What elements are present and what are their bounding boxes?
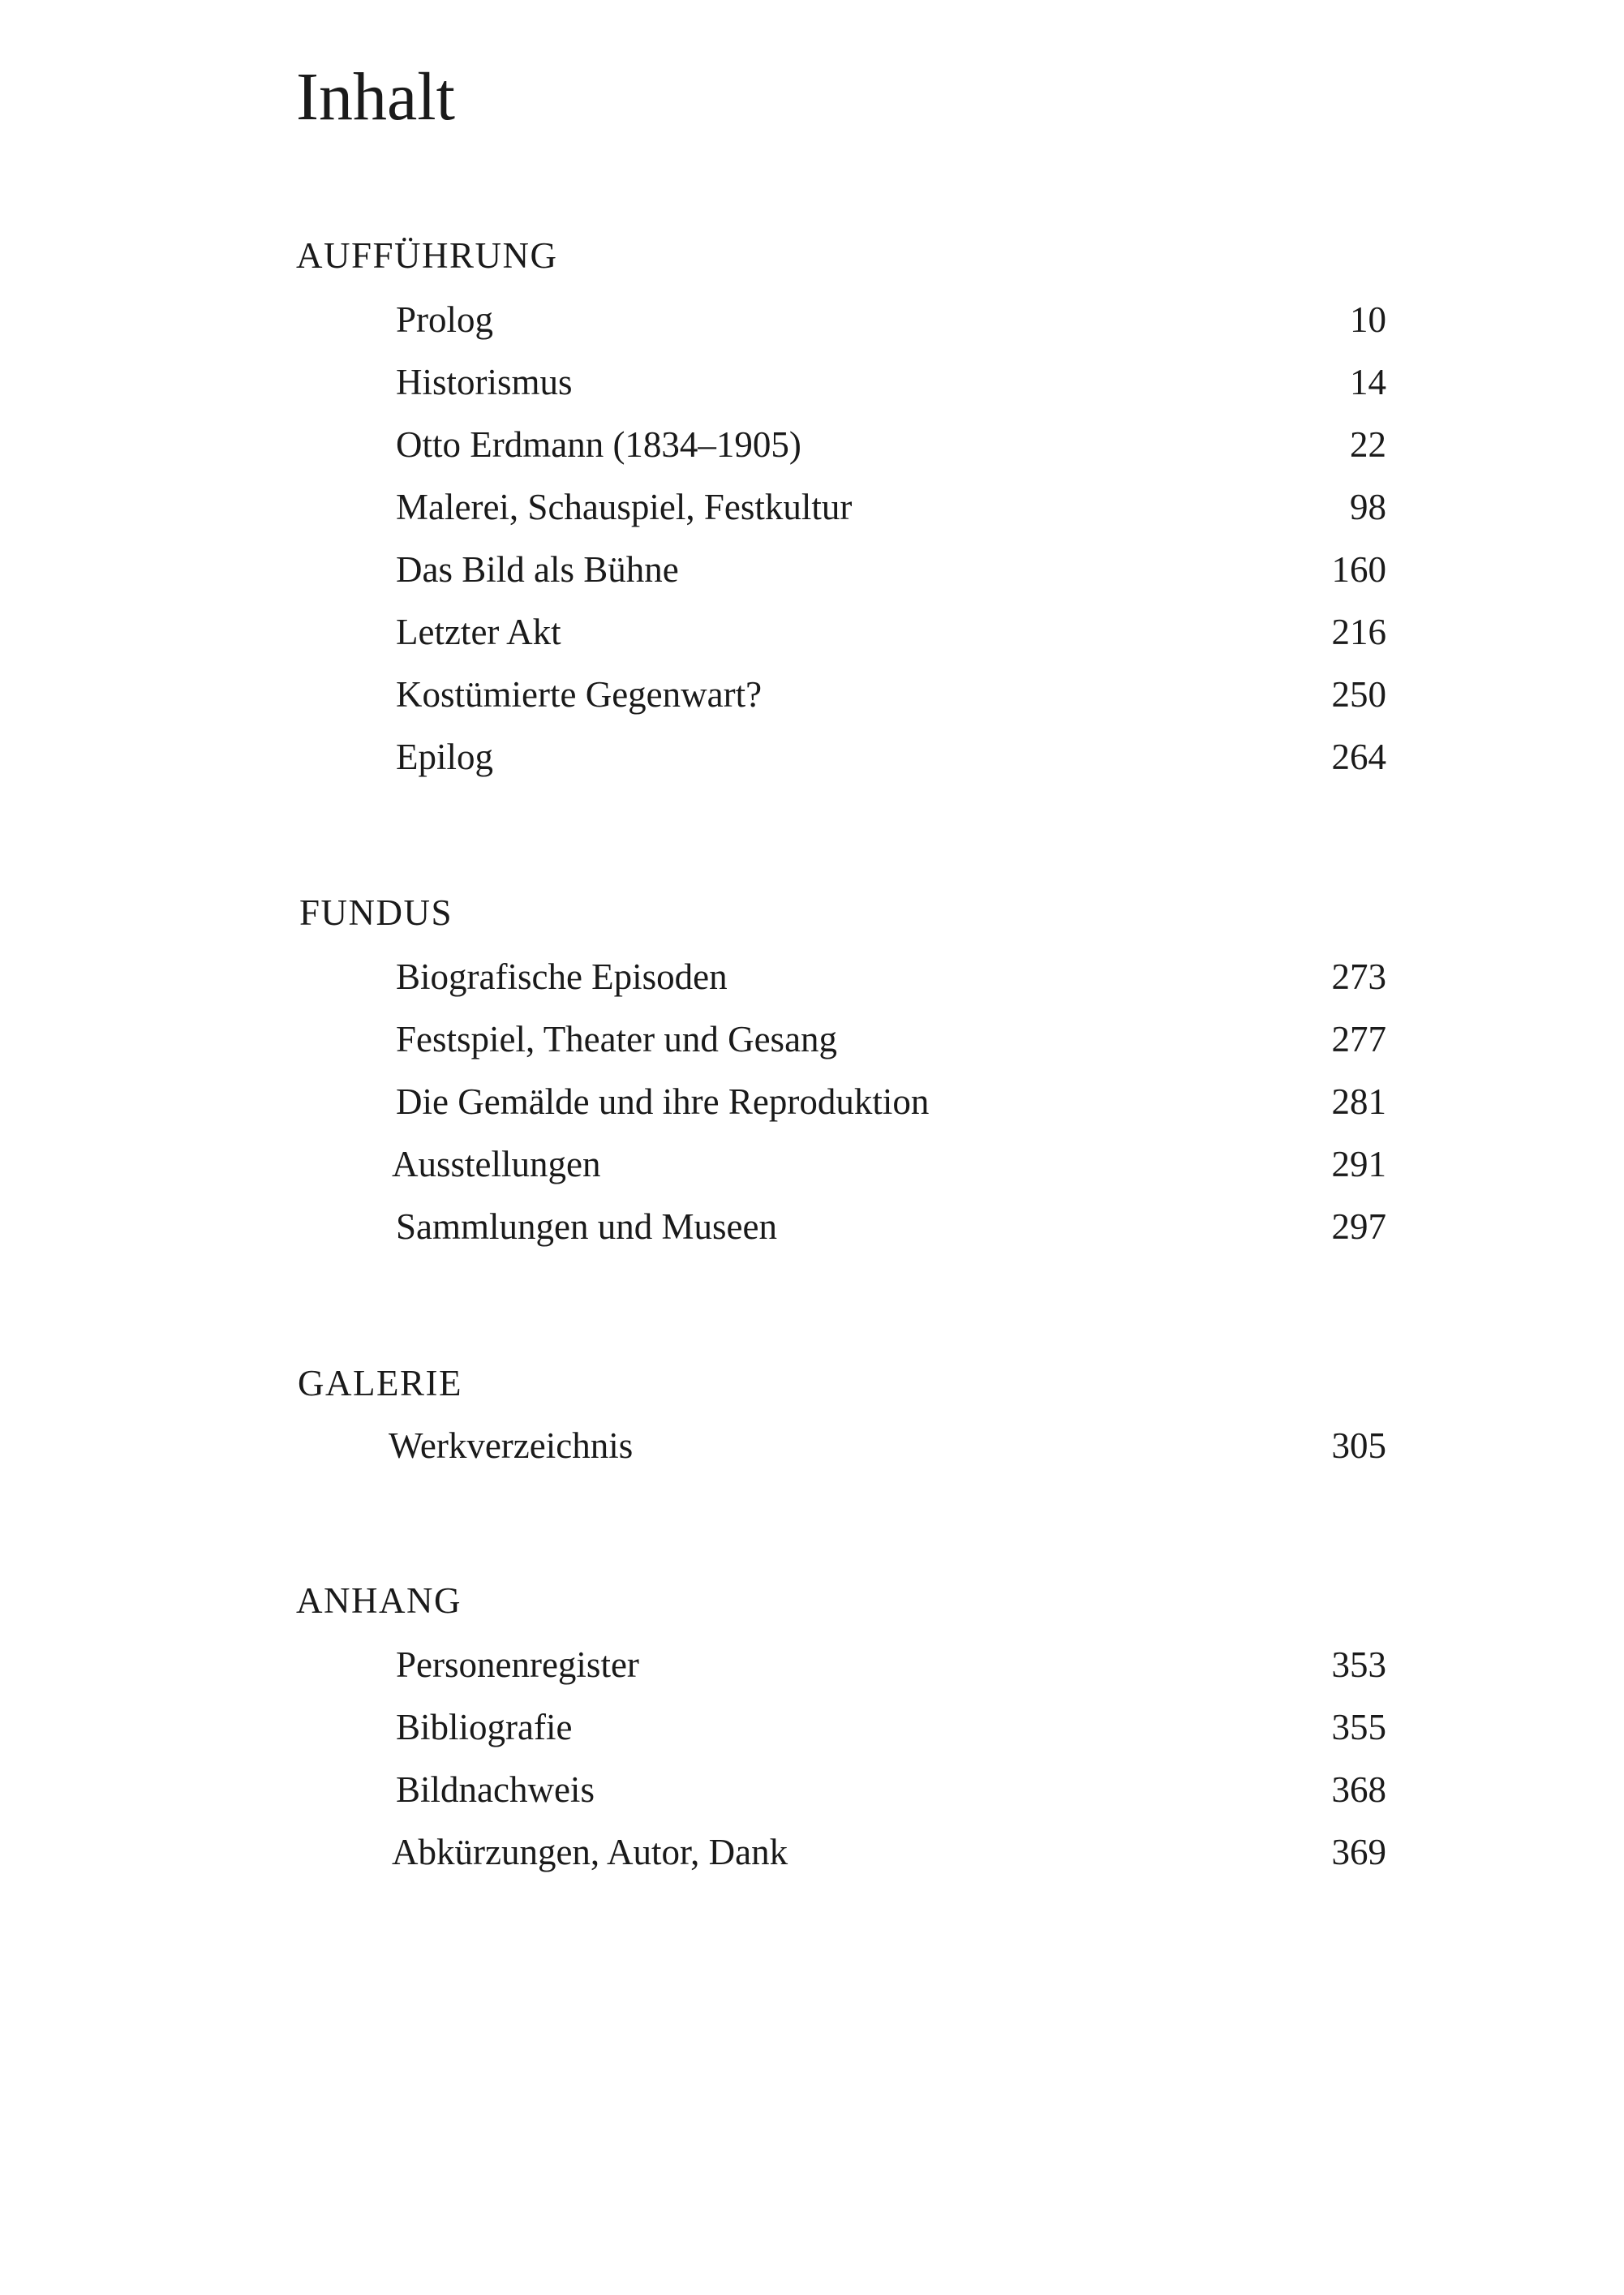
entry-title: Die Gemälde und ihre Reproduktion (396, 1081, 930, 1122)
toc-entry-biografische-episoden[interactable] (0, 956, 1624, 1008)
page-title: Inhalt (296, 59, 455, 135)
entry-page-number: 14 (1350, 362, 1386, 402)
entry-page-number: 368 (1331, 1769, 1386, 1810)
entry-page-number: 250 (1331, 674, 1386, 715)
entry-page-number: 10 (1350, 299, 1386, 340)
entry-title: Ausstellungen (392, 1144, 601, 1184)
entry-title: Otto Erdmann (1834–1905) (396, 424, 801, 465)
entry-page-number: 98 (1350, 487, 1386, 527)
toc-entry-historismus[interactable] (0, 364, 1624, 413)
entry-title: Abkürzungen, Autor, Dank (392, 1832, 788, 1872)
toc-entry-das-bild-als-buehne[interactable] (0, 549, 1624, 600)
toc-entry-bibliografie[interactable] (0, 1709, 1624, 1758)
entry-title: Das Bild als Bühne (396, 549, 679, 590)
entry-title: Historismus (396, 362, 573, 402)
entry-page-number: 291 (1331, 1144, 1386, 1184)
entry-page-number: 355 (1331, 1707, 1386, 1747)
entry-title: Personenregister (396, 1644, 639, 1685)
toc-entry-kostuemierte-gegenwart[interactable] (0, 674, 1624, 725)
entry-page-number: 277 (1331, 1019, 1386, 1059)
entry-title: Sammlungen und Museen (396, 1206, 777, 1247)
entry-page-number: 264 (1331, 737, 1386, 777)
entry-page-number: 22 (1350, 424, 1386, 465)
toc-entry-personenregister[interactable] (0, 1644, 1624, 1695)
entry-title: Prolog (396, 299, 494, 340)
toc-entry-letzter-akt[interactable] (0, 614, 1624, 663)
section-heading-fundus: FUNDUS (299, 892, 453, 933)
toc-entry-ausstellungen[interactable] (0, 1146, 1624, 1195)
entry-page-number: 305 (1331, 1425, 1386, 1466)
toc-entry-bildnachweis[interactable] (0, 1769, 1624, 1820)
entry-title: Epilog (396, 737, 493, 777)
toc-entry-abkuerzungen[interactable] (0, 1834, 1624, 1883)
entry-title: Festspiel, Theater und Gesang (396, 1019, 838, 1059)
toc-entry-festspiel[interactable] (0, 1021, 1624, 1070)
entry-title: Kostümierte Gegenwart? (396, 674, 763, 715)
section-heading-auffuehrung: AUFFÜHRUNG (296, 235, 558, 276)
toc-entry-otto-erdmann[interactable] (0, 424, 1624, 475)
toc-entry-gemaelde-reproduktion[interactable] (0, 1081, 1624, 1132)
entry-title: Malerei, Schauspiel, Festkultur (396, 487, 853, 527)
entry-page-number: 216 (1331, 612, 1386, 652)
entry-title: Werkverzeichnis (389, 1425, 634, 1466)
entry-page-number: 353 (1331, 1644, 1386, 1685)
entry-title: Bibliografie (396, 1707, 573, 1747)
toc-entry-epilog[interactable] (0, 739, 1624, 788)
entry-page-number: 160 (1331, 549, 1386, 590)
section-heading-galerie: GALERIE (298, 1363, 462, 1403)
entry-page-number: 281 (1331, 1081, 1386, 1122)
toc-entry-prolog[interactable] (0, 299, 1624, 350)
entry-title: Letzter Akt (396, 612, 561, 652)
section-heading-anhang: ANHANG (296, 1580, 462, 1621)
toc-entry-sammlungen-museen[interactable] (0, 1206, 1624, 1257)
toc-entry-werkverzeichnis[interactable] (0, 1425, 1624, 1476)
entry-page-number: 273 (1331, 956, 1386, 997)
entry-page-number: 369 (1331, 1832, 1386, 1872)
toc-entry-malerei[interactable] (0, 489, 1624, 538)
entry-title: Biografische Episoden (396, 956, 728, 997)
entry-title: Bildnachweis (396, 1769, 595, 1810)
entry-page-number: 297 (1331, 1206, 1386, 1247)
